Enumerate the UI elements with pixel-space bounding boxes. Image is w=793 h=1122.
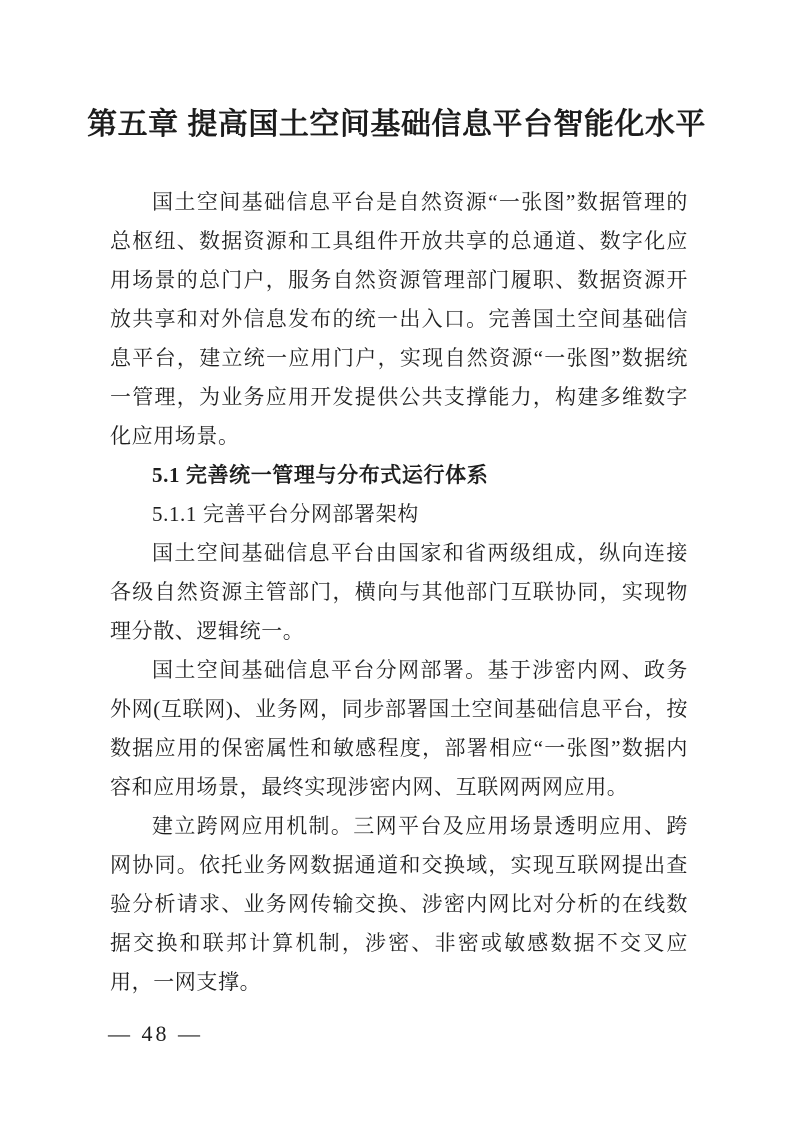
body-paragraph: 国土空间基础信息平台是自然资源“一张图”数据管理的总枢纽、数据资源和工具组件开放共享的总通道、数字化应用场景的总门户，服务自然资源管理部门履职、数据资源开放共享和对外信息发布的统一出入口。完善国土空间基础信息平台，建立统一应用门户，实现自然资源“一张图”数据统一管理，为业务应用开发提供公共支撑能力，构建多维数字化应用场景。 <box>110 190 688 448</box>
page-number: — 48 — <box>108 1021 203 1046</box>
body-paragraph: 建立跨网应用机制。三网平台及应用场景透明应用、跨网协同。依托业务网数据通道和交换域，实现互联网提出查验分析请求、业务网传输交换、涉密内网比对分析的在线数据交换和联邦计算机制，涉密、非密或敏感数据不交叉应用，一网支撑。 <box>110 814 688 994</box>
body-paragraph: 国土空间基础信息平台分网部署。基于涉密内网、政务外网(互联网)、业务网，同步部署国土空间基础信息平台，按数据应用的保密属性和敏感程度，部署相应“一张图”数据内容和应用场景，最终实现涉密内网、互联网两网应用。 <box>110 658 688 799</box>
body-paragraph: 国土空间基础信息平台由国家和省两级组成，纵向连接各级自然资源主管部门，横向与其他部门互联协同，实现物理分散、逻辑统一。 <box>110 541 688 643</box>
document-body <box>110 183 688 1002</box>
subsection-heading-5-1-1: 5.1.1 完善平台分网部署架构 <box>152 502 419 526</box>
section-heading-5-1: 5.1 完善统一管理与分布式运行体系 <box>152 463 489 487</box>
chapter-title: 第五章 提高国土空间基础信息平台智能化水平 <box>87 108 706 141</box>
